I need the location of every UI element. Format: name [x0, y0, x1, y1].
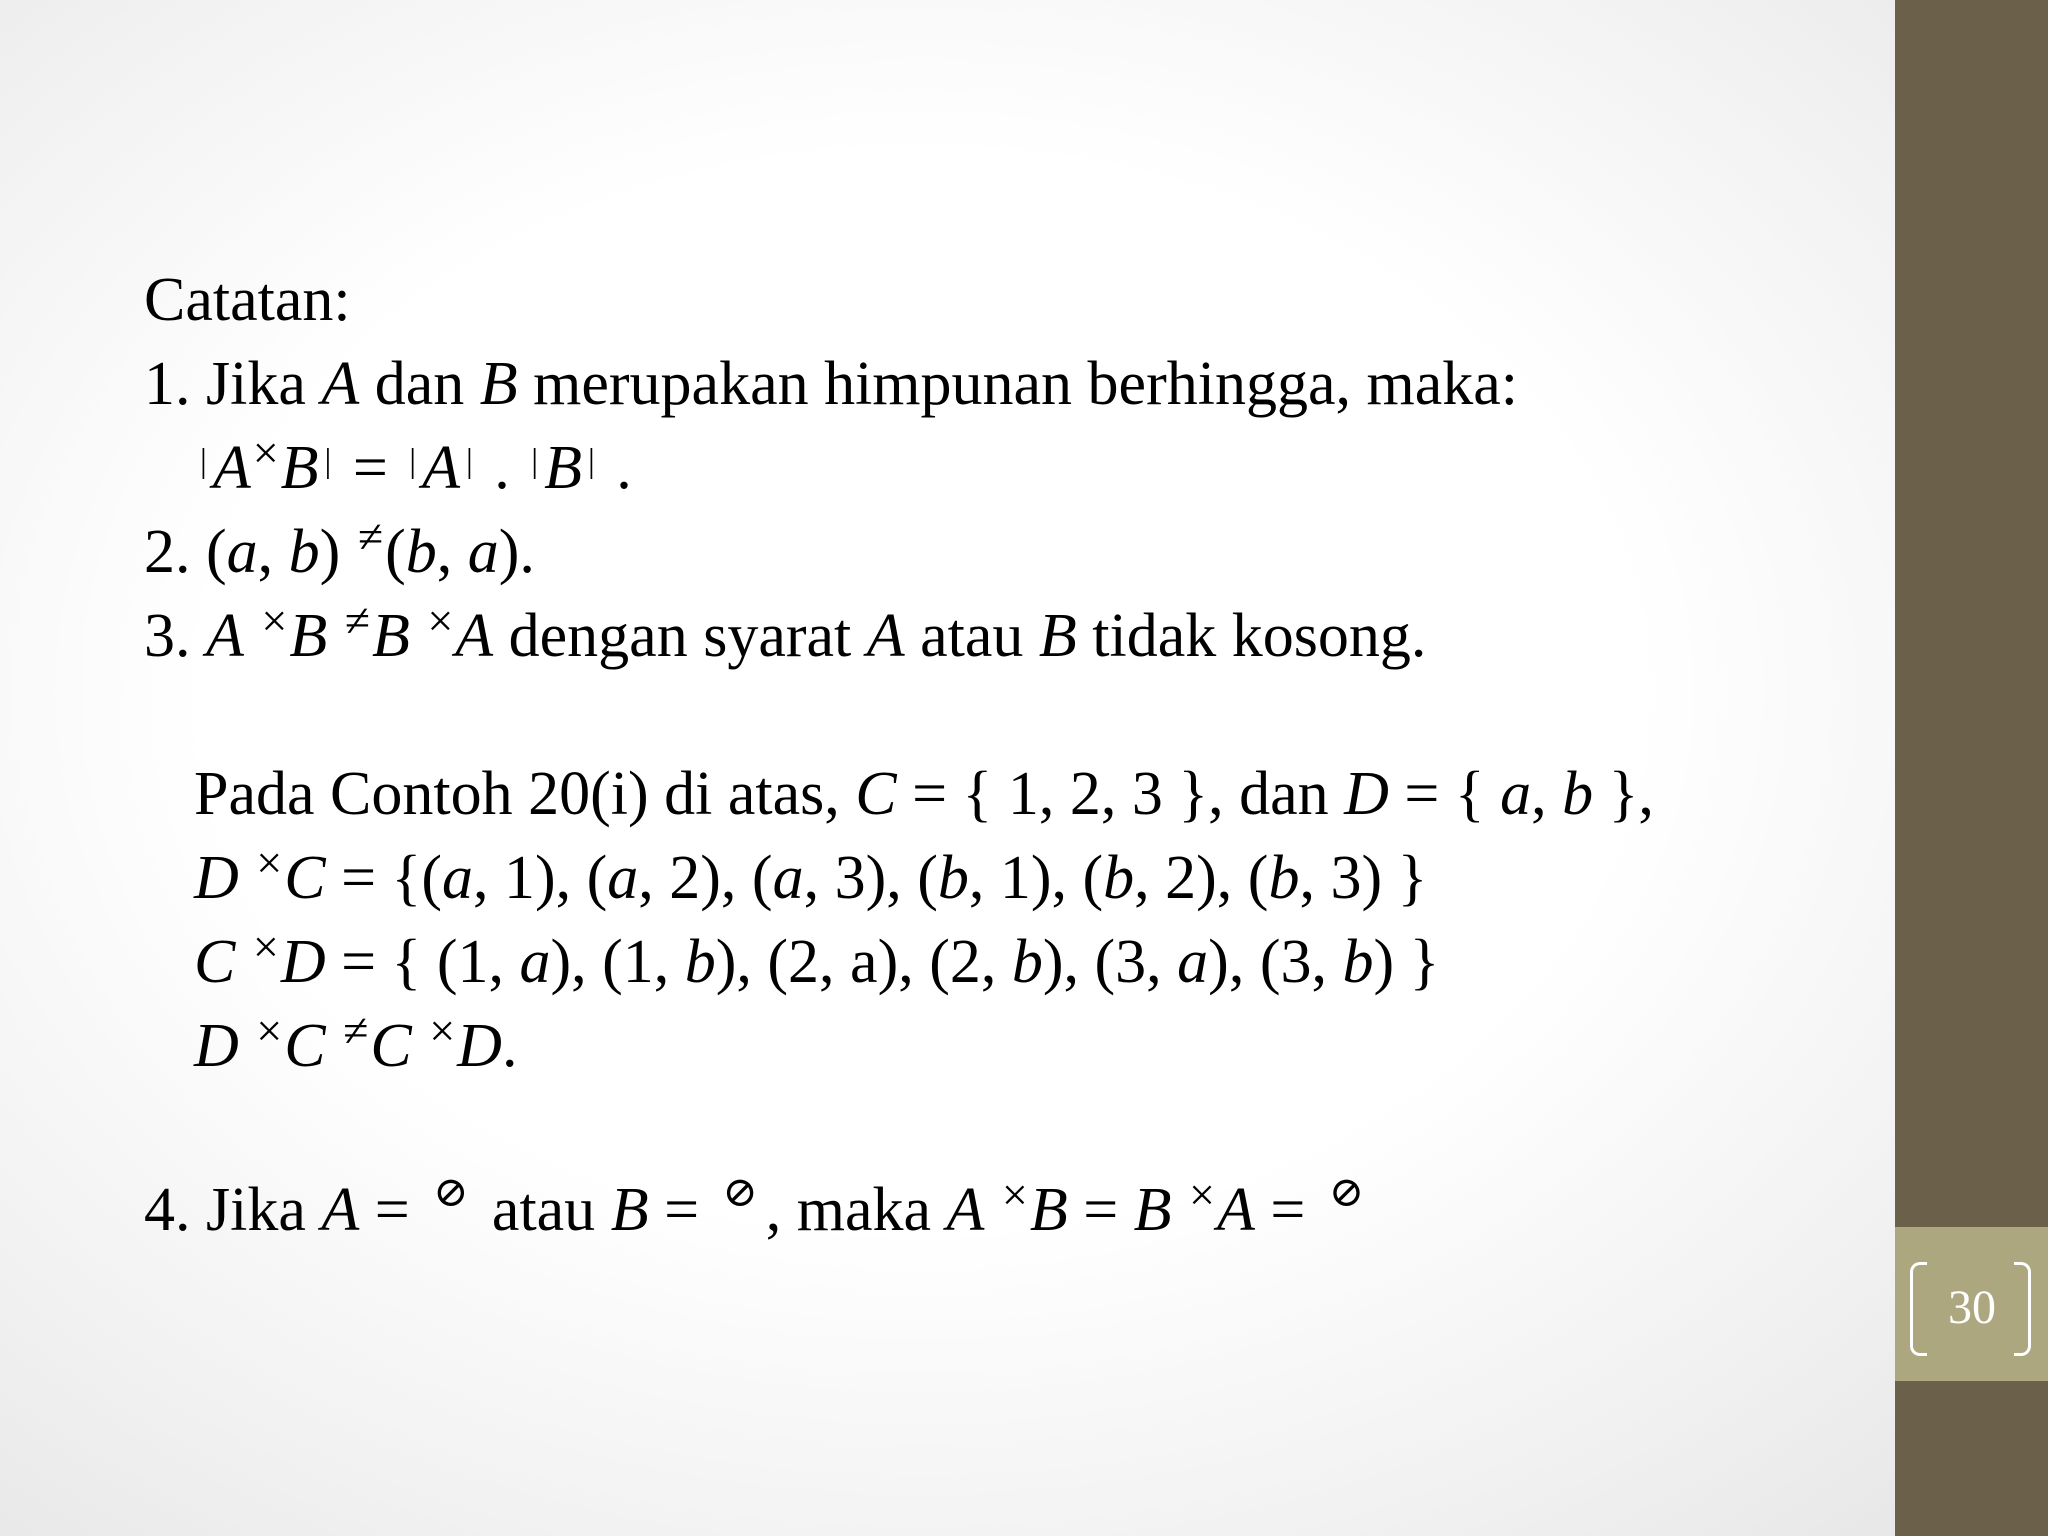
item-3: 3. A ×B ≠B ×A dengan syarat A atau B tidak kosong. — [144, 595, 1427, 670]
right-bracket — [2014, 1262, 2031, 1356]
not-commutative: D ×C ≠C ×D. — [194, 1005, 518, 1080]
item-4: 4. Jika A = ⊘ atau B = ⊘ , maka A ×B = B ×A = ⊘ — [144, 1168, 1884, 1252]
empty-set-symbol: ⊘ — [1328, 1170, 1365, 1216]
page-number: 30 — [1948, 1281, 1996, 1334]
slide-content — [144, 258, 1884, 1252]
cardinality-formula: |A×B | = |A | . |B | . — [144, 426, 1884, 510]
product-d-c: D ×C = {(a, 1), (a, 2), (a, 3), (b, 1), (b, 2), (b, 3) } — [194, 837, 1428, 912]
empty-set-symbol: ⊘ — [722, 1170, 758, 1216]
spacer — [144, 678, 1884, 752]
example-intro: Pada Contoh 20(i) di atas, C = { 1, 2, 3 }, dan D = { a, b }, — [194, 760, 1654, 828]
heading: Catatan: — [144, 266, 351, 334]
product-c-d: C ×D = { (1, a), (1, b), (2, a), (2, b), (3, a), (3, b) } — [194, 921, 1440, 996]
item-2: 2. (a, b) ≠(b, a). — [144, 510, 1884, 594]
times-symbol: × — [252, 427, 279, 478]
not-equal-symbol: ≠ — [357, 511, 384, 562]
left-bracket — [1910, 1262, 1927, 1356]
empty-set-symbol: ⊘ — [433, 1170, 469, 1216]
item-1: 1. Jika A dan B merupakan himpunan berhingga, maka: — [144, 350, 1518, 418]
